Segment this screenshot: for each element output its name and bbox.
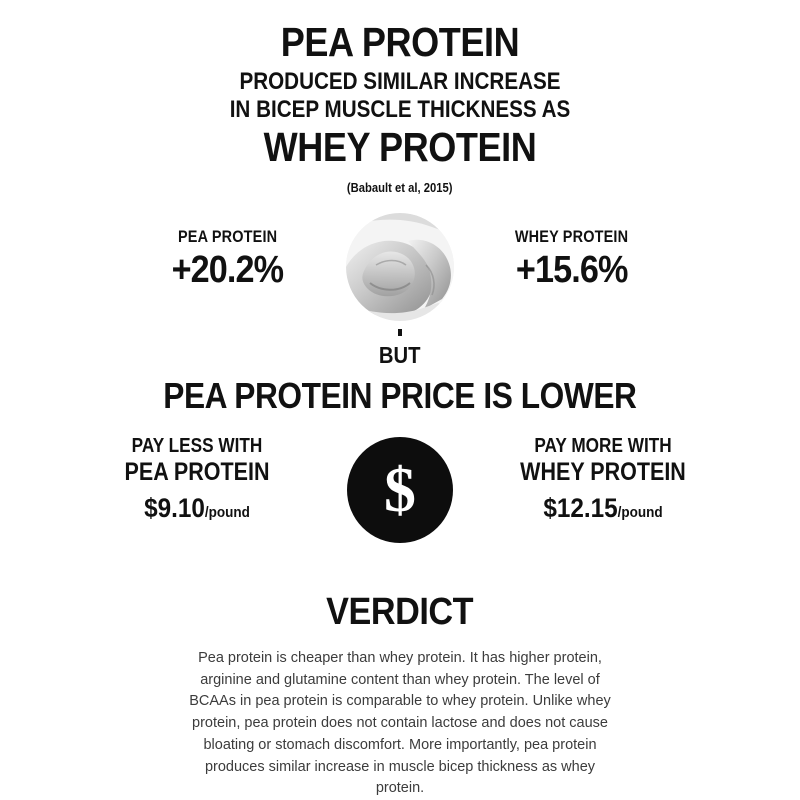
headline-line-2: PRODUCED SIMILAR INCREASE bbox=[239, 67, 561, 95]
price-right-line-2: WHEY PROTEIN bbox=[520, 458, 686, 487]
dollar-symbol: $ bbox=[384, 453, 416, 525]
price-row bbox=[30, 433, 770, 543]
price-left-amount-unit: /pound bbox=[204, 504, 250, 522]
comparison-left-value: +20.2% bbox=[171, 249, 284, 292]
comparison-right-value: +15.6% bbox=[515, 249, 628, 292]
price-right bbox=[463, 433, 743, 524]
vertical-connector-line bbox=[398, 329, 402, 335]
headline-line-1: PEA PROTEIN bbox=[280, 19, 520, 65]
dollar-coin-icon bbox=[347, 437, 453, 543]
headline-line-4: WHEY PROTEIN bbox=[263, 124, 537, 171]
comparison-left bbox=[116, 213, 346, 292]
price-right-amount bbox=[477, 493, 729, 524]
bicep-photo-circle bbox=[346, 213, 454, 321]
price-right-amount-value: $12.15 bbox=[543, 493, 618, 524]
price-right-amount-unit: /pound bbox=[617, 504, 663, 522]
citation-text: (Babault et al, 2015) bbox=[347, 181, 453, 196]
verdict-body-text: Pea protein is cheaper than whey protein. It has higher protein, arginine and glutamine content than whey protein. The level of BCAAs in pea protein is comparable to whey protein. Unlike whey protein, pea protein does not contain lactose and does not cause bloating or stomach discomfort. More importantly, pea protein produces similar increase in muscle bicep thickness as whey protein. bbox=[189, 649, 611, 797]
comparison-right bbox=[454, 213, 684, 292]
comparison-right-label: WHEY PROTEIN bbox=[514, 227, 629, 247]
but-label: BUT bbox=[379, 341, 421, 368]
comparison-left-label: PEA PROTEIN bbox=[177, 227, 278, 247]
headline-line-3: IN BICEP MUSCLE THICKNESS AS bbox=[229, 96, 571, 124]
headline-block bbox=[0, 19, 800, 171]
flexing-arm-icon bbox=[346, 213, 454, 321]
price-left-amount bbox=[71, 493, 323, 524]
price-headline: PEA PROTEIN PRICE IS LOWER bbox=[163, 374, 637, 416]
comparison-row bbox=[50, 213, 750, 321]
verdict-body bbox=[185, 648, 615, 800]
bicep-photo bbox=[346, 213, 454, 321]
price-right-line-1: PAY MORE WITH bbox=[534, 434, 672, 457]
price-left bbox=[57, 433, 337, 524]
price-left-line-2: PEA PROTEIN bbox=[124, 458, 270, 487]
price-left-amount-value: $9.10 bbox=[144, 493, 205, 524]
verdict-title: VERDICT bbox=[326, 590, 474, 633]
price-left-line-1: PAY LESS WITH bbox=[131, 434, 263, 457]
